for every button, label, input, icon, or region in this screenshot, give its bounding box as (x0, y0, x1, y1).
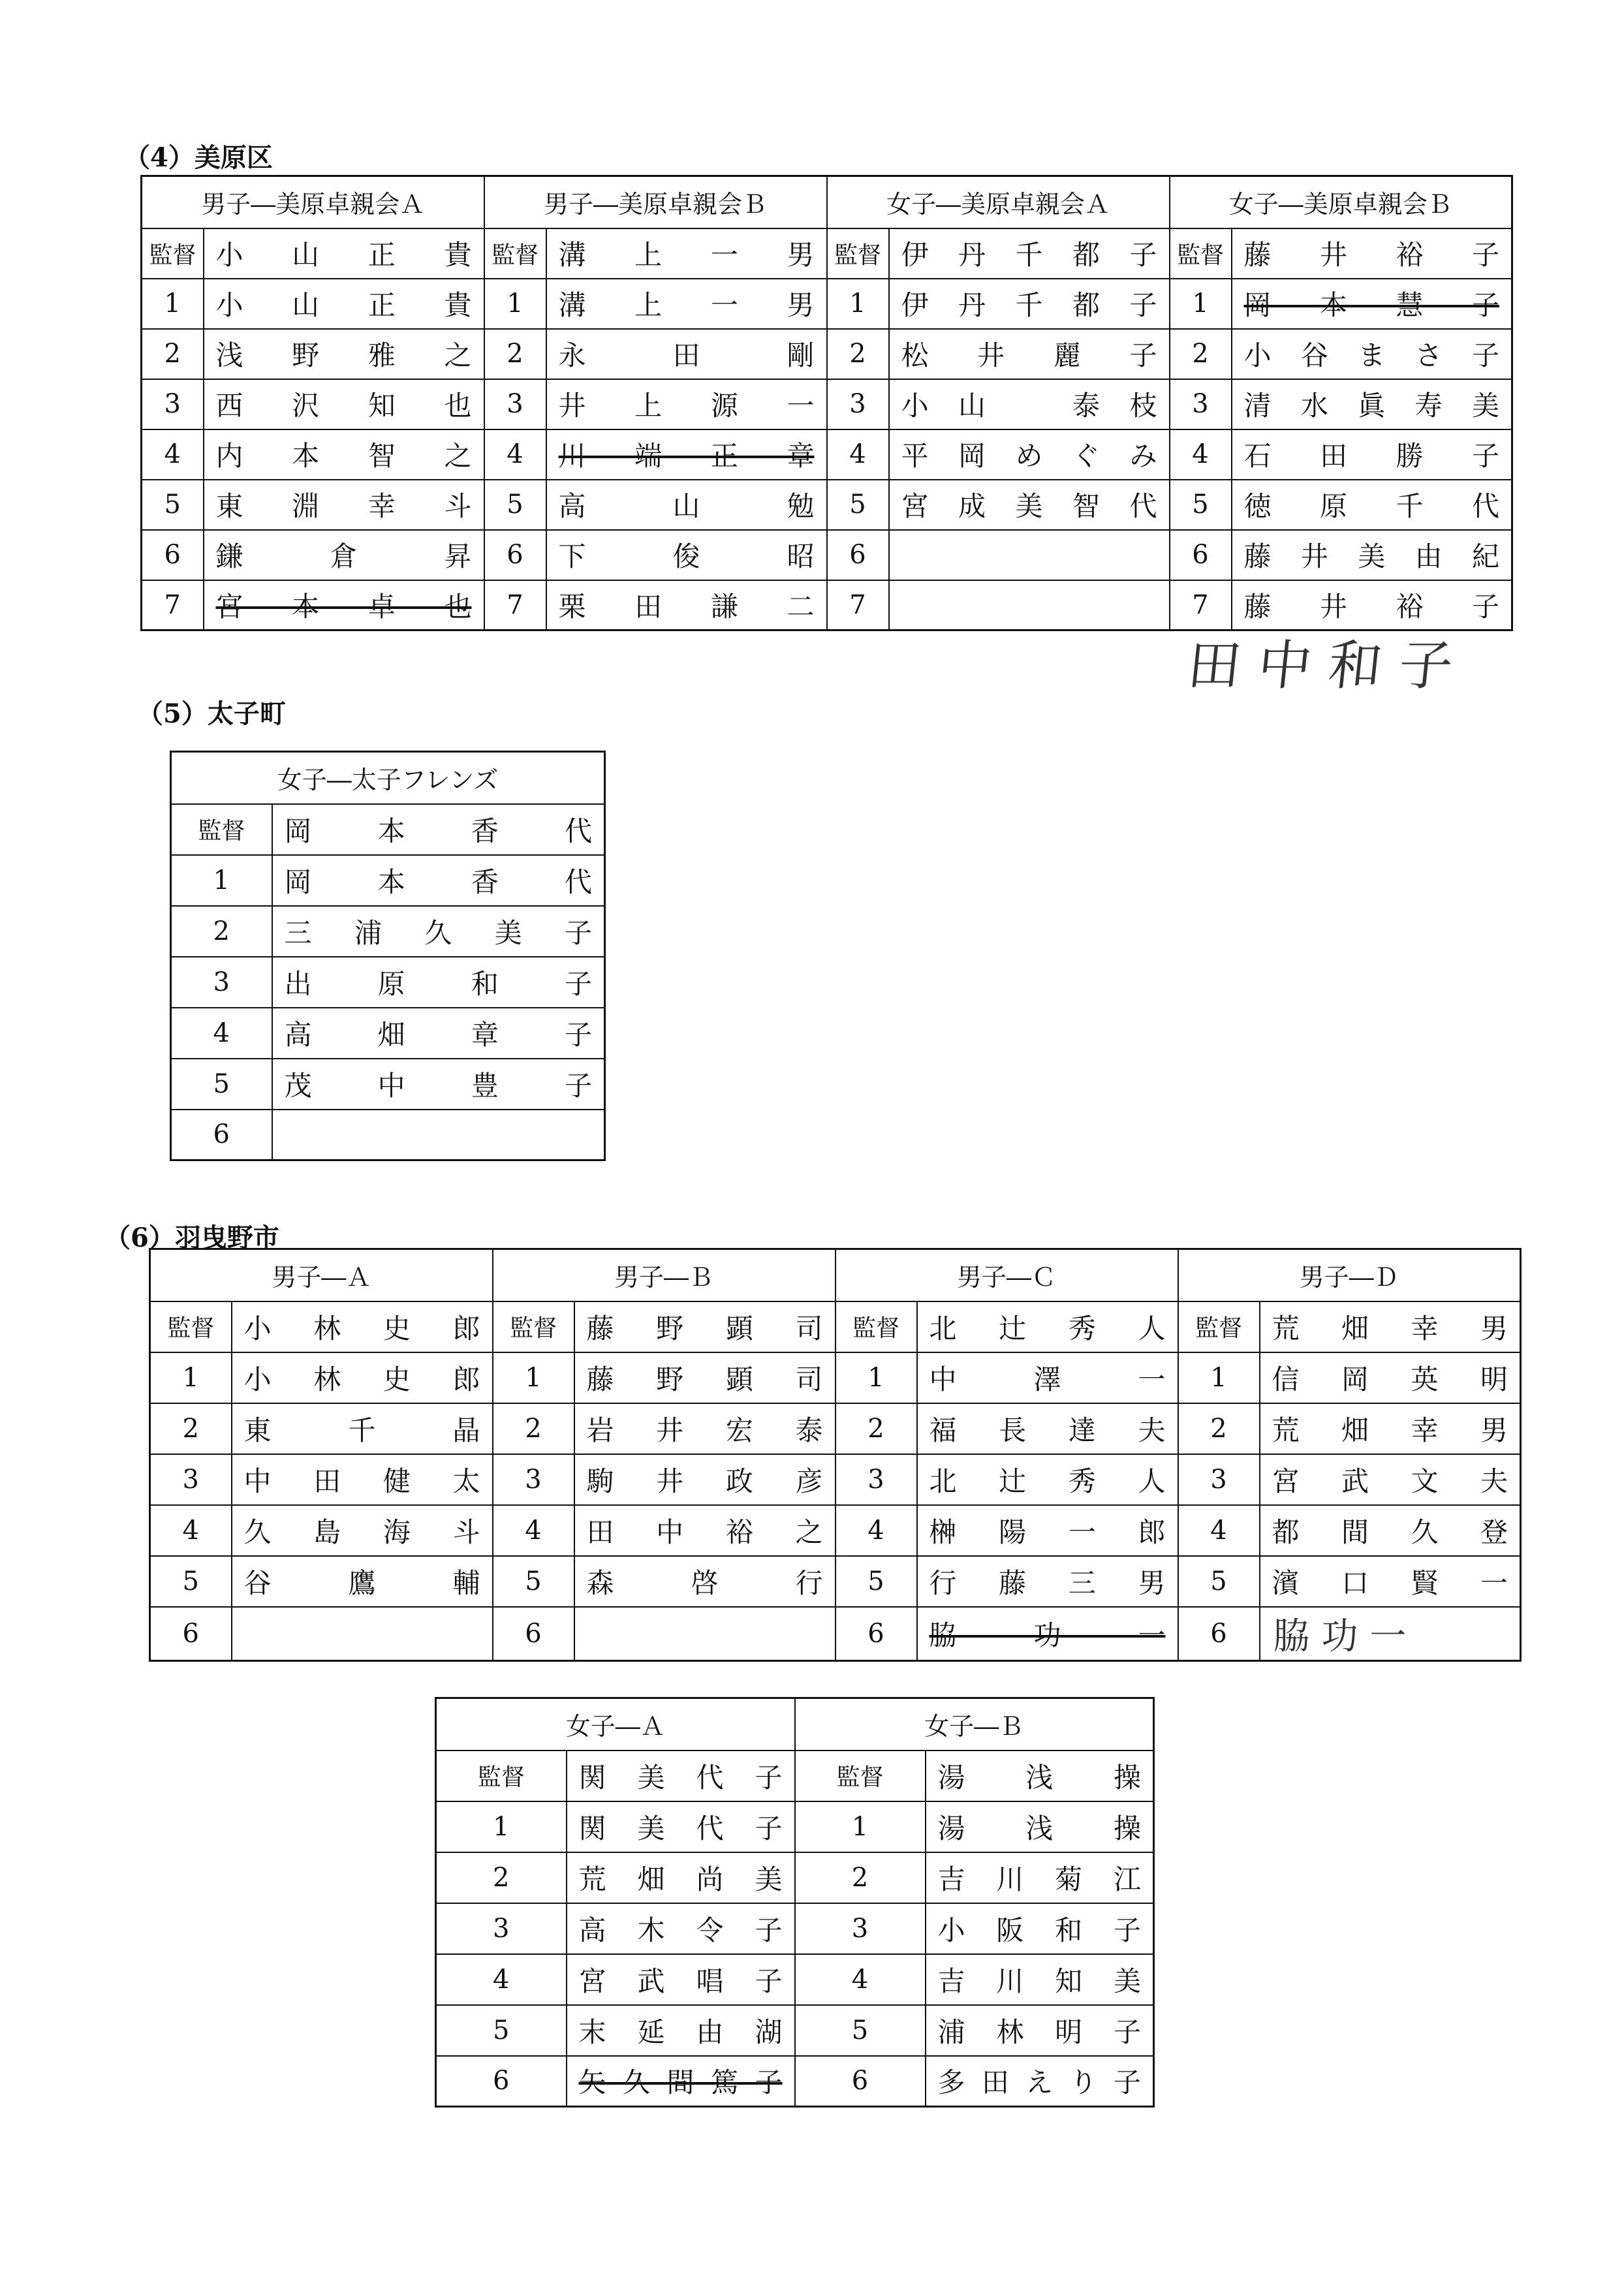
player-row (142, 580, 1512, 630)
player-number: 4 (835, 1505, 917, 1556)
player-number: 1 (150, 1352, 232, 1403)
player-name: 小谷まさ子 (1232, 329, 1512, 379)
player-name-struck: 川端正章 (546, 429, 827, 480)
coach-name: 小山正貴 (204, 228, 484, 279)
player-name: 谷鷹輔 (232, 1556, 493, 1607)
player-name: 宮成美智代 (889, 480, 1170, 530)
player-row (436, 1954, 1154, 2005)
coach-name: 岡本香代 (272, 804, 605, 855)
player-number: 5 (484, 480, 546, 530)
player-name: 吉川知美 (926, 1954, 1154, 2005)
coach-row (171, 804, 605, 855)
player-number: 4 (150, 1505, 232, 1556)
player-name: 都間久登 (1260, 1505, 1521, 1556)
player-number: 6 (827, 530, 889, 580)
coach-label: 監督 (171, 804, 272, 855)
player-name: 末延由湖 (567, 2005, 795, 2056)
player-number: 3 (436, 1903, 567, 1954)
coach-name: 伊丹千都子 (889, 228, 1170, 279)
player-number: 1 (142, 279, 204, 329)
player-name (232, 1607, 493, 1661)
player-name: 出原和子 (272, 957, 605, 1008)
player-name: 茂中豊子 (272, 1059, 605, 1110)
player-name: 永田剛 (546, 329, 827, 379)
player-name: 福長達夫 (917, 1403, 1178, 1454)
player-name: 東千晶 (232, 1403, 493, 1454)
team-name: 男子―美原卓親会Ａ (142, 176, 484, 228)
player-name: 松井麗子 (889, 329, 1170, 379)
player-name-struck: 矢久間篤子 (567, 2056, 795, 2107)
player-number: 2 (835, 1403, 917, 1454)
player-number: 6 (1170, 530, 1232, 580)
player-number: 4 (436, 1954, 567, 2005)
player-number: 1 (827, 279, 889, 329)
player-name: 藤井裕子 (1232, 580, 1512, 630)
coach-name: 藤野顕司 (574, 1301, 835, 1352)
team-name: 男子―美原卓親会Ｂ (484, 176, 827, 228)
player-name: 栗田謙二 (546, 580, 827, 630)
team-name: 男子―Ｂ (493, 1249, 835, 1301)
coach-name: 荒畑幸男 (1260, 1301, 1521, 1352)
player-name: 小林史郎 (232, 1352, 493, 1403)
player-name: 小山 泰枝 (889, 379, 1170, 429)
player-name: 湯浅操 (926, 1801, 1154, 1852)
player-number: 6 (493, 1607, 574, 1661)
player-number: 4 (493, 1505, 574, 1556)
coach-label: 監督 (835, 1301, 917, 1352)
player-name: 荒畑幸男 (1260, 1403, 1521, 1454)
player-number: 1 (484, 279, 546, 329)
player-name: 三浦久美子 (272, 906, 605, 957)
player-name: 石田勝子 (1232, 429, 1512, 480)
player-number: 1 (1178, 1352, 1260, 1403)
player-number: 6 (436, 2056, 567, 2107)
player-number: 3 (493, 1454, 574, 1505)
player-name: 井上源一 (546, 379, 827, 429)
player-name: 西沢知也 (204, 379, 484, 429)
player-number: 5 (142, 480, 204, 530)
player-name: 宮武文夫 (1260, 1454, 1521, 1505)
player-number: 2 (436, 1852, 567, 1903)
coach-name: 関美代子 (567, 1750, 795, 1801)
player-number: 3 (1178, 1454, 1260, 1505)
player-number: 5 (150, 1556, 232, 1607)
player-row (171, 855, 605, 906)
player-number: 5 (1178, 1556, 1260, 1607)
player-number: 5 (436, 2005, 567, 2056)
coach-label: 監督 (1170, 228, 1232, 279)
player-number: 5 (827, 480, 889, 530)
player-name: 多田えり子 (926, 2056, 1154, 2107)
player-row (171, 1110, 605, 1160)
player-number: 1 (436, 1801, 567, 1852)
player-number: 3 (142, 379, 204, 429)
coach-row (150, 1301, 1521, 1352)
team-name: 男子―Ｃ (835, 1249, 1178, 1301)
section-title-habikino: （6）羽曳野市 (104, 1222, 279, 1253)
player-name: 関美代子 (567, 1801, 795, 1852)
player-name: 行藤三男 (917, 1556, 1178, 1607)
player-number: 1 (835, 1352, 917, 1403)
player-number: 7 (1170, 580, 1232, 630)
coach-label: 監督 (795, 1750, 926, 1801)
player-number: 3 (835, 1454, 917, 1505)
player-number: 4 (171, 1008, 272, 1059)
player-number: 4 (795, 1954, 926, 2005)
player-row (436, 1903, 1154, 1954)
player-number: 4 (1170, 429, 1232, 480)
player-name: 信岡英明 (1260, 1352, 1521, 1403)
coach-label: 監督 (493, 1301, 574, 1352)
player-number: 2 (1178, 1403, 1260, 1454)
coach-row (142, 228, 1512, 279)
player-name: 高木令子 (567, 1903, 795, 1954)
coach-label: 監督 (150, 1301, 232, 1352)
player-name (272, 1110, 605, 1160)
player-name: 鎌倉昇 (204, 530, 484, 580)
player-number: 5 (835, 1556, 917, 1607)
player-row (142, 480, 1512, 530)
player-number: 1 (171, 855, 272, 906)
player-name: 中田健太 (232, 1454, 493, 1505)
player-number: 7 (827, 580, 889, 630)
player-number: 4 (827, 429, 889, 480)
player-number: 6 (171, 1110, 272, 1160)
player-name (574, 1607, 835, 1661)
coach-label: 監督 (827, 228, 889, 279)
team-header-row (150, 1249, 1521, 1301)
team-header-row (171, 752, 605, 804)
player-row (436, 1801, 1154, 1852)
player-name-struck: 岡本慧子 (1232, 279, 1512, 329)
player-row (150, 1607, 1521, 1661)
player-row (171, 1008, 605, 1059)
player-row (150, 1556, 1521, 1607)
player-number: 2 (827, 329, 889, 379)
player-row (142, 429, 1512, 480)
team-name: 男子―Ａ (150, 1249, 493, 1301)
player-number: 7 (142, 580, 204, 630)
coach-name: 湯浅操 (926, 1750, 1154, 1801)
roster-table-habikino-men (149, 1248, 1522, 1662)
player-name: 徳原千代 (1232, 480, 1512, 530)
player-name: 浅野雅之 (204, 329, 484, 379)
coach-label: 監督 (142, 228, 204, 279)
player-name: 東淵幸斗 (204, 480, 484, 530)
player-number: 2 (142, 329, 204, 379)
player-name: 藤野顕司 (574, 1352, 835, 1403)
player-number: 3 (484, 379, 546, 429)
player-row (142, 379, 1512, 429)
player-name: 溝上一男 (546, 279, 827, 329)
coach-row (436, 1750, 1154, 1801)
player-row (150, 1505, 1521, 1556)
player-number: 1 (795, 1801, 926, 1852)
player-row (171, 957, 605, 1008)
coach-label: 監督 (436, 1750, 567, 1801)
player-number: 6 (795, 2056, 926, 2107)
player-number: 2 (484, 329, 546, 379)
player-name: 宮武唱子 (567, 1954, 795, 2005)
player-row (150, 1352, 1521, 1403)
player-number: 3 (795, 1903, 926, 1954)
roster-table-mihara (140, 175, 1513, 631)
team-header-row (142, 176, 1512, 228)
player-name: 榊陽一郎 (917, 1505, 1178, 1556)
player-number: 1 (493, 1352, 574, 1403)
player-number: 5 (795, 2005, 926, 2056)
player-number: 3 (150, 1454, 232, 1505)
player-number: 3 (827, 379, 889, 429)
section-title-taishi: （5）太子町 (137, 698, 286, 729)
player-name: 駒井政彦 (574, 1454, 835, 1505)
section-title-mihara: （4）美原区 (124, 142, 273, 173)
player-name: 田中裕之 (574, 1505, 835, 1556)
player-name: 荒畑尚美 (567, 1852, 795, 1903)
player-number: 2 (150, 1403, 232, 1454)
player-number: 4 (1178, 1505, 1260, 1556)
player-name: 北辻秀人 (917, 1454, 1178, 1505)
roster-table-taishi (170, 751, 606, 1161)
player-number: 7 (484, 580, 546, 630)
roster-table-habikino-women (435, 1697, 1155, 2108)
player-number: 3 (171, 957, 272, 1008)
player-number: 2 (171, 906, 272, 957)
handwritten-name-tanaka: 田中和子 (1184, 635, 1473, 697)
player-name-struck: 宮本卓也 (204, 580, 484, 630)
player-number: 2 (795, 1852, 926, 1903)
team-name: 男子―Ｄ (1178, 1249, 1521, 1301)
player-number: 5 (1170, 480, 1232, 530)
team-name: 女子―Ｂ (795, 1698, 1154, 1750)
player-name: 吉川菊江 (926, 1852, 1154, 1903)
player-name: 久島海斗 (232, 1505, 493, 1556)
player-name: 伊丹千都子 (889, 279, 1170, 329)
player-name: 小阪和子 (926, 1903, 1154, 1954)
player-row (436, 2005, 1154, 2056)
player-number: 4 (484, 429, 546, 480)
player-name: 高畑章子 (272, 1008, 605, 1059)
coach-label: 監督 (1178, 1301, 1260, 1352)
player-row (171, 906, 605, 957)
player-number: 6 (835, 1607, 917, 1661)
team-name: 女子―美原卓親会Ａ (827, 176, 1170, 228)
coach-name: 溝上一男 (546, 228, 827, 279)
player-number: 1 (1170, 279, 1232, 329)
player-name: 高山勉 (546, 480, 827, 530)
player-name: 下俊昭 (546, 530, 827, 580)
player-row (142, 279, 1512, 329)
handwritten-player-name: 脇功一 (1273, 1615, 1418, 1658)
player-name-struck: 脇功一 (917, 1607, 1178, 1661)
player-name (1260, 1607, 1521, 1661)
player-row (150, 1454, 1521, 1505)
player-row (436, 2056, 1154, 2107)
coach-label: 監督 (484, 228, 546, 279)
coach-name: 北辻秀人 (917, 1301, 1178, 1352)
player-row (436, 1852, 1154, 1903)
player-number: 2 (493, 1403, 574, 1454)
player-number: 4 (142, 429, 204, 480)
player-number: 6 (484, 530, 546, 580)
player-name: 平岡めぐみ (889, 429, 1170, 480)
player-number: 6 (142, 530, 204, 580)
player-number: 6 (150, 1607, 232, 1661)
player-number: 2 (1170, 329, 1232, 379)
player-row (142, 329, 1512, 379)
player-name: 中澤一 (917, 1352, 1178, 1403)
player-name: 小山正貴 (204, 279, 484, 329)
player-name (889, 580, 1170, 630)
player-row (150, 1403, 1521, 1454)
coach-name: 小林史郎 (232, 1301, 493, 1352)
player-number: 5 (171, 1059, 272, 1110)
team-name: 女子―Ａ (436, 1698, 795, 1750)
player-name: 岩井宏泰 (574, 1403, 835, 1454)
player-number: 6 (1178, 1607, 1260, 1661)
player-name: 森啓行 (574, 1556, 835, 1607)
player-row (142, 530, 1512, 580)
player-row (171, 1059, 605, 1110)
team-name: 女子―美原卓親会Ｂ (1170, 176, 1512, 228)
player-name: 清水眞寿美 (1232, 379, 1512, 429)
player-name: 浦林明子 (926, 2005, 1154, 2056)
player-number: 5 (493, 1556, 574, 1607)
player-number: 3 (1170, 379, 1232, 429)
player-name: 内本智之 (204, 429, 484, 480)
player-name: 濱口賢一 (1260, 1556, 1521, 1607)
team-name: 女子―太子フレンズ (171, 752, 605, 804)
player-name: 岡本香代 (272, 855, 605, 906)
player-name: 藤井美由紀 (1232, 530, 1512, 580)
team-header-row (436, 1698, 1154, 1750)
coach-name: 藤井裕子 (1232, 228, 1512, 279)
player-name (889, 530, 1170, 580)
